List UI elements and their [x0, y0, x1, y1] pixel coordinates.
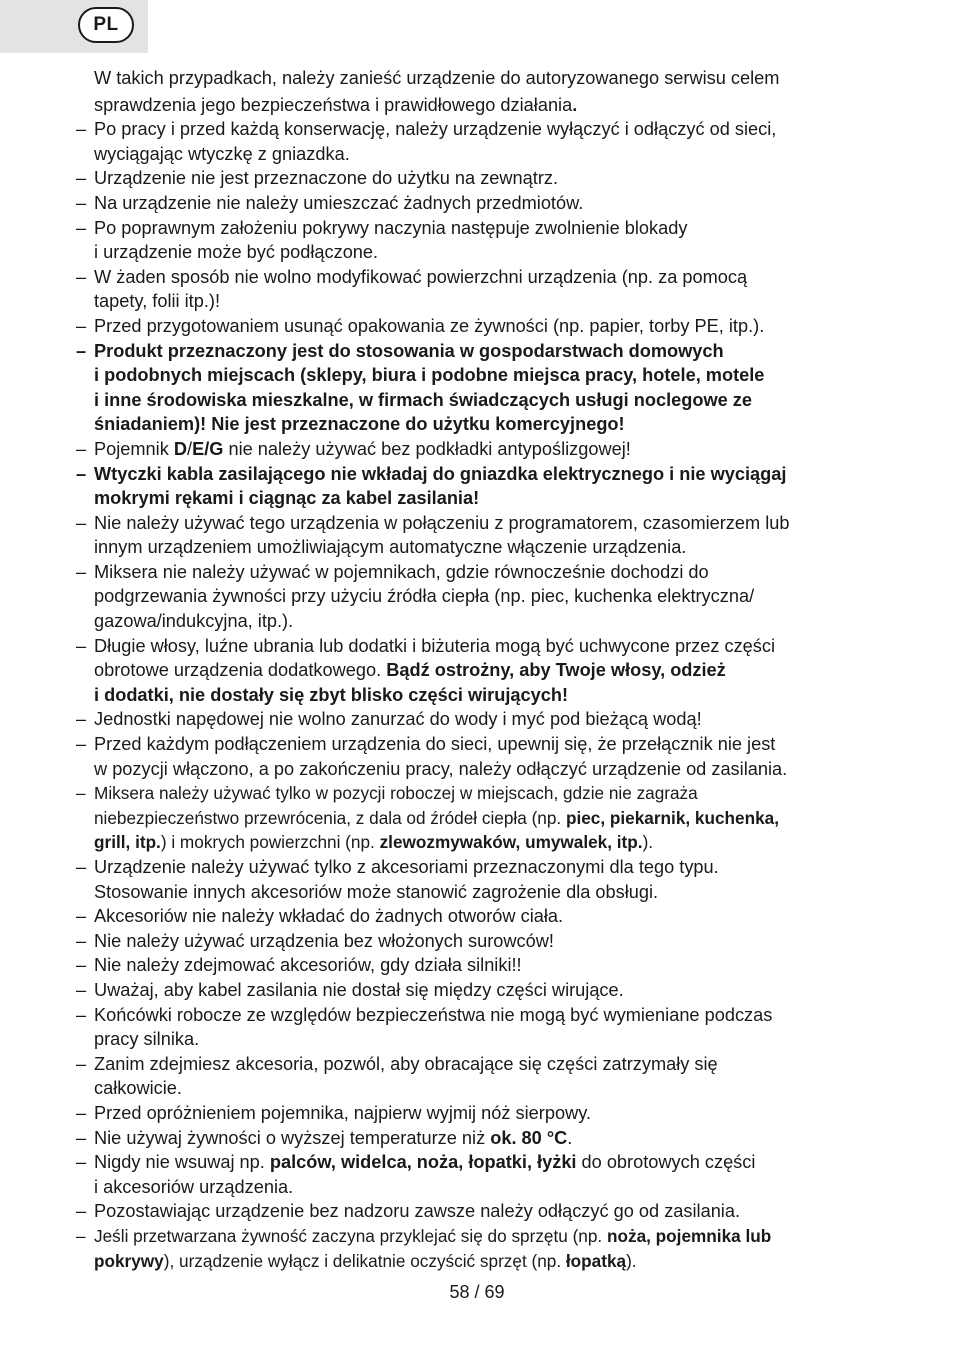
- bullet-dash: –: [76, 1152, 87, 1173]
- text: Długie włosy, luźne ubrania lub dodatki i biżuteria mogą być uchwycone przez części: [94, 635, 776, 656]
- list-item-continuation-line: [76, 757, 896, 782]
- bullet-dash: –: [76, 857, 87, 877]
- text: W takich przypadkach, należy zanieść urządzenie do autoryzowanego serwisu celem: [94, 68, 780, 88]
- bullet-dash: –: [76, 930, 87, 951]
- list-item-start-line: [76, 634, 896, 659]
- text: Nie używaj żywności o wyższej temperaturze niż: [94, 1127, 491, 1148]
- bullet-dash: –: [76, 192, 87, 213]
- text: Przed opróżnieniem pojemnika, najpierw wyjmij nóż sierpowy.: [94, 1102, 591, 1123]
- text: całkowicie.: [94, 1078, 182, 1099]
- text: innym urządzeniem umożliwiającym automatyczne włączenie urządzenia.: [94, 537, 687, 558]
- text: obrotowe urządzenia dodatkowego.: [94, 660, 387, 681]
- bullet-dash: –: [76, 168, 87, 189]
- list-item-continuation-line: [76, 830, 896, 855]
- text: ) i mokrych powierzchni (np.: [160, 832, 380, 853]
- bold-text: palców, widelca, noża, łopatki, łyżki: [269, 1152, 577, 1173]
- bold-text: i dodatki, nie dostały się zbyt blisko części wirujących!: [94, 684, 569, 705]
- bold-text: D: [173, 438, 187, 459]
- list-item-start-line: [76, 166, 896, 191]
- text: W żaden sposób nie wolno modyfikować powierzchni urządzenia (np. za pomocą: [94, 266, 748, 287]
- list-item-continuation-line: [76, 388, 896, 413]
- list-item-start-line: [76, 314, 896, 339]
- bullet-dash: –: [76, 1004, 87, 1025]
- text: gazowa/indukcyjna, itp.).: [94, 611, 294, 632]
- text: Jeśli przetwarzana żywność zaczyna przyklejać się do sprzętu (np.: [94, 1225, 607, 1246]
- list-item-start-line: [76, 191, 896, 216]
- text: sprawdzenia jego bezpieczeństwa i prawidłowego działania: [94, 94, 573, 115]
- bold-text: E/G: [192, 438, 224, 459]
- text: Zanim zdejmiesz akcesoria, pozwól, aby obracające się części zatrzymały się: [94, 1053, 718, 1074]
- list-item-start-line: [76, 1150, 896, 1175]
- bold-text: .: [572, 94, 578, 115]
- bullet-dash: –: [76, 315, 87, 336]
- text: Końcówki robocze ze względów bezpieczeństwa nie mogą być wymieniane podczas: [94, 1004, 773, 1025]
- bold-text: noża, pojemnika lub: [606, 1225, 772, 1246]
- text: i urządzenie może być podłączone.: [94, 242, 379, 263]
- list-item-continuation-line: [76, 584, 896, 609]
- text: Przed przygotowaniem usunąć opakowania ze żywności (np. papier, torby PE, itp.).: [94, 315, 765, 336]
- language-badge: PL: [78, 7, 134, 43]
- list-item-start-line: [76, 339, 896, 364]
- list-item-start-line: [76, 462, 896, 487]
- list-item-start-line: [76, 978, 896, 1003]
- text: .: [567, 1127, 573, 1148]
- list-item-start-line: [76, 732, 896, 757]
- text: i akcesoriów urządzenia.: [94, 1176, 294, 1197]
- text: Stosowanie innych akcesoriów może stanowić zagrożenie dla obsługi.: [94, 881, 659, 902]
- text: Miksera należy używać tylko w pozycji roboczej w miejscach, gdzie nie zagraża: [94, 783, 698, 804]
- list-item-start-line: [76, 1224, 896, 1249]
- list-item-start-line: [76, 929, 896, 954]
- bullet-dash: –: [76, 635, 87, 656]
- bullet-dash: –: [76, 1127, 87, 1148]
- text: Na urządzenie nie należy umieszczać żadnych przedmiotów.: [94, 192, 584, 213]
- bullet-dash: –: [76, 1053, 87, 1074]
- text: Akcesoriów nie należy wkładać do żadnych otworów ciała.: [94, 906, 564, 927]
- list-item-continuation-line: [76, 142, 896, 167]
- bold-text: grill, itp.: [94, 832, 161, 853]
- bullet-dash: –: [76, 266, 87, 287]
- text: pracy silnika.: [94, 1029, 200, 1050]
- list-item-start-line: [76, 707, 896, 732]
- list-item-continuation-line: [76, 535, 896, 560]
- list-item-continuation-line: [76, 1175, 896, 1200]
- bullet-dash: –: [76, 979, 87, 1000]
- list-item-start-line: [76, 1052, 896, 1077]
- bullet-dash: –: [76, 1201, 87, 1222]
- list-item-start-line: [76, 1003, 896, 1028]
- text: Pozostawiając urządzenie bez nadzoru zawsze należy odłączyć go od zasilania.: [94, 1201, 741, 1222]
- safety-instructions-list: [76, 66, 896, 1273]
- text: Miksera nie należy używać w pojemnikach, gdzie równocześnie dochodzi do: [94, 561, 709, 582]
- bold-text: łopatką: [565, 1250, 627, 1271]
- list-item-continuation-line: [76, 1076, 896, 1101]
- bold-text: piec, piekarnik, kuchenka,: [565, 807, 779, 828]
- list-item-continuation-line: [76, 289, 896, 314]
- list-item-continuation-line: [76, 363, 896, 388]
- bold-text: mokrymi rękami i ciągnąc za kabel zasilania!: [94, 488, 480, 509]
- text: niebezpieczeństwo przewrócenia, z dala od źródeł ciepła (np.: [94, 807, 566, 828]
- page-number: 58 / 69: [449, 1282, 505, 1302]
- text: do obrotowych części: [576, 1152, 756, 1173]
- list-item-start-line: [76, 216, 896, 241]
- bullet-dash: –: [76, 783, 86, 804]
- bullet-dash: –: [76, 709, 87, 730]
- text: nie należy używać bez podkładki antypoślizgowej!: [223, 438, 631, 459]
- list-item-start-line: [76, 1101, 896, 1126]
- text: Nigdy nie wsuwaj np.: [94, 1152, 270, 1173]
- list-item-start-line: [76, 855, 896, 880]
- text: ), urządzenie wyłącz i delikatnie oczyścić sprzęt (np.: [163, 1250, 566, 1271]
- bold-text: Produkt przeznaczony jest do stosowania w gospodarstwach domowych: [94, 340, 724, 361]
- text: Jednostki napędowej nie wolno zanurzać do wody i myć pod bieżącą wodą!: [94, 709, 702, 730]
- bullet-dash: –: [76, 217, 87, 238]
- text: Uważaj, aby kabel zasilania nie dostał się między części wirujące.: [94, 979, 624, 1000]
- bullet-dash: –: [76, 1102, 87, 1123]
- list-item-continuation-line: [76, 412, 896, 437]
- list-item-continuation-line: [76, 240, 896, 265]
- language-tab: [0, 0, 148, 53]
- bold-text: Bądź ostrożny, aby Twoje włosy, odzież: [386, 660, 726, 681]
- list-item-start-line: [76, 560, 896, 585]
- text: wyciągając wtyczkę z gniazdka.: [94, 143, 350, 164]
- bold-text: Wtyczki kabla zasilającego nie wkładaj do gniazdka elektrycznego i nie wyciągaj: [94, 463, 787, 484]
- bullet-dash: –: [76, 1225, 86, 1246]
- bold-text: śniadaniem)! Nie jest przeznaczone do użytku komercyjnego!: [94, 414, 625, 435]
- bold-text: pokrywy: [94, 1250, 164, 1271]
- bullet-dash: –: [76, 561, 87, 582]
- list-item-continuation-line: [76, 658, 896, 683]
- text: podgrzewania żywności przy użyciu źródła ciepła (np. piec, kuchenka elektryczna/: [94, 586, 755, 607]
- list-item-start-line: [76, 904, 896, 929]
- bold-text: zlewozmywaków, umywalek, itp.: [379, 832, 643, 853]
- bullet-dash: –: [76, 512, 87, 533]
- list-item-start-line: [76, 265, 896, 290]
- list-item-start-line: [76, 117, 896, 142]
- list-item-start-line: [76, 437, 896, 462]
- text: Przed każdym podłączeniem urządzenia do sieci, upewnij się, że przełącznik nie jest: [94, 734, 776, 755]
- list-item-continuation-line: [76, 486, 896, 511]
- list-item-continuation-line: [76, 1027, 896, 1052]
- bold-text: i podobnych miejscach (sklepy, biura i podobne miejsca pracy, hotele, motele: [94, 365, 765, 386]
- list-item-continuation-line: [76, 93, 896, 118]
- list-item-continuation-line: [76, 66, 896, 91]
- list-item-start-line: [76, 953, 896, 978]
- list-item-continuation-line: [76, 806, 896, 831]
- bullet-dash: –: [76, 438, 87, 459]
- bold-text: i inne środowiska mieszkalne, w firmach świadczących usługi noclegowe ze: [94, 389, 753, 410]
- bullet-dash: –: [76, 906, 87, 927]
- list-item-start-line: [76, 1126, 896, 1151]
- bullet-dash: –: [76, 119, 87, 140]
- text: Po poprawnym założeniu pokrywy naczynia następuje zwolnienie blokady: [94, 217, 688, 238]
- text: ).: [626, 1250, 637, 1271]
- text: Urządzenie należy używać tylko z akcesoriami przeznaczonymi dla tego typu.: [94, 857, 719, 877]
- bullet-dash: –: [76, 463, 87, 484]
- bullet-dash: –: [76, 340, 87, 361]
- text: tapety, folii itp.)!: [94, 291, 221, 312]
- text: Nie należy używać urządzenia bez włożonych surowców!: [94, 930, 554, 951]
- list-item-continuation-line: [76, 880, 896, 905]
- text: Nie należy używać tego urządzenia w połączeniu z programatorem, czasomierzem lub: [94, 512, 790, 533]
- text: ).: [642, 832, 654, 853]
- bold-text: ok. 80 °C: [490, 1127, 568, 1148]
- list-item-start-line: [76, 511, 896, 536]
- text: Po pracy i przed każdą konserwację, należy urządzenie wyłączyć i odłączyć od sieci,: [94, 119, 777, 140]
- text: Urządzenie nie jest przeznaczone do użytku na zewnątrz.: [94, 168, 559, 189]
- bullet-dash: –: [76, 734, 87, 755]
- list-item-continuation-line: [76, 609, 896, 634]
- text: Nie należy zdejmować akcesoriów, gdy działa silniki!!: [94, 955, 522, 976]
- text: w pozycji włączono, a po zakończeniu pracy, należy odłączyć urządzenie od zasilania.: [94, 758, 788, 779]
- list-item-start-line: [76, 1199, 896, 1224]
- text: Pojemnik: [94, 438, 174, 459]
- text: /: [187, 438, 193, 459]
- bullet-dash: –: [76, 955, 87, 976]
- list-item-continuation-line: [76, 1249, 896, 1274]
- list-item-start-line: [76, 781, 896, 806]
- list-item-continuation-line: [76, 683, 896, 708]
